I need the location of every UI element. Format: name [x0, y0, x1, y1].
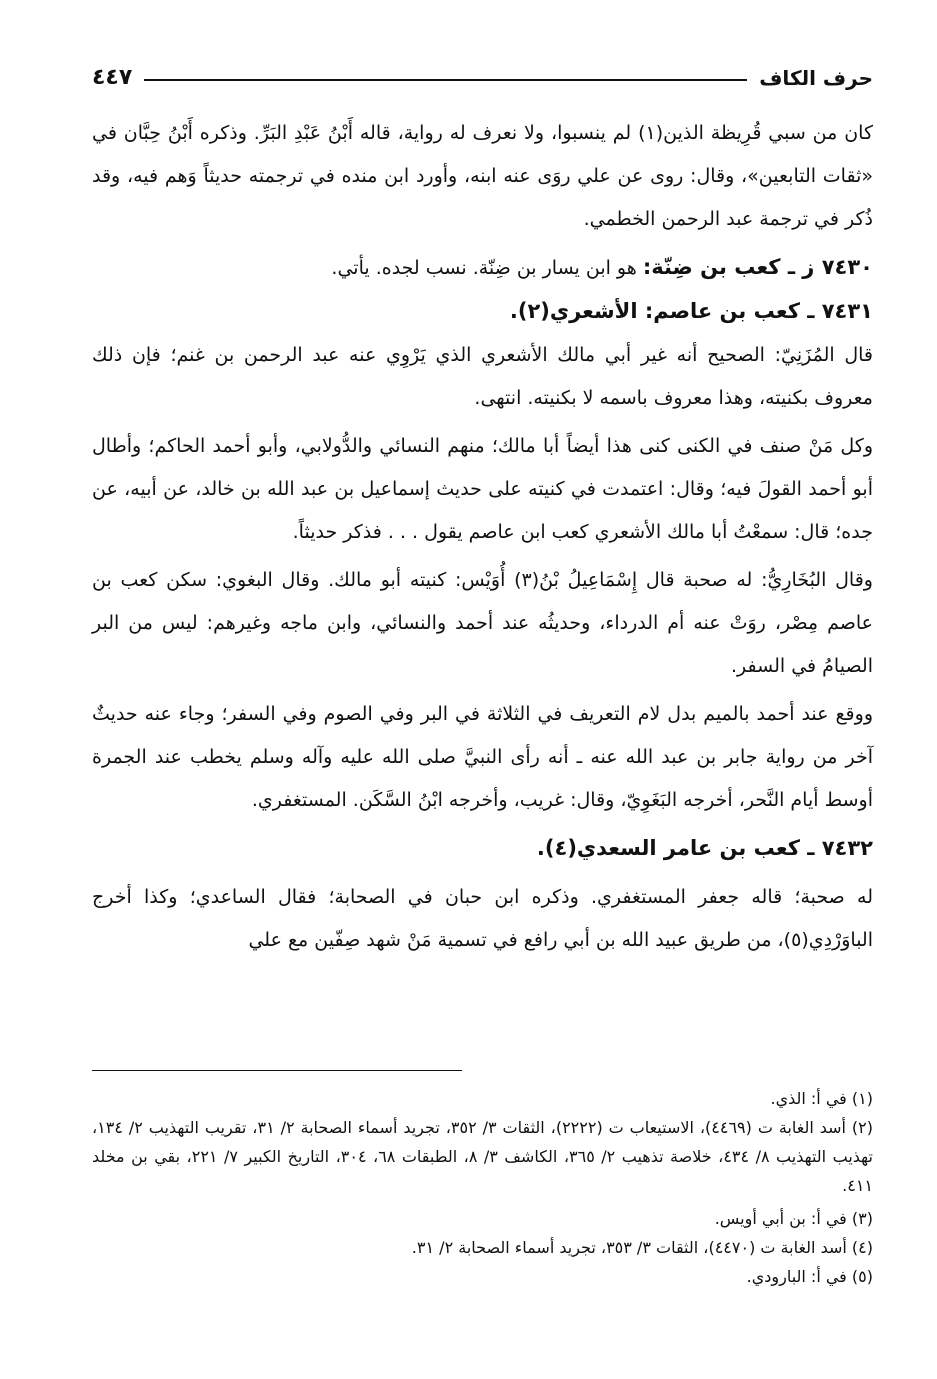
footnote-4: (٤) أسد الغابة ت (٤٤٧٠)، الثقات ٣/ ٣٥٣، تجريد أسماء الصحابة ٢/ ٣١. — [411, 1238, 873, 1257]
entry-7431-heading: ٧٤٣١ ـ كعب بن عاصم: الأشعري(٢). — [509, 299, 873, 323]
paragraph-sahaba: له صحبة؛ قاله جعفر المستغفري. وذكره ابن حبان في الصحابة؛ فقال الساعدي؛ وكذا أخرج الباوَرْدِي(٥)، من طريق عبيد الله بن أبي رافع في تسمية مَنْ شهد صِفّين مع علي — [92, 886, 873, 951]
main-text — [92, 112, 873, 962]
footnote-3: (٣) في أ: بن أبي أويس. — [714, 1209, 873, 1228]
paragraph-kuna: وكل مَنْ صنف في الكنى كنى هذا أيضاً أبا مالك؛ منهم النسائي والدُّولابي، وأبو أحمد الحاكم؛ وأطال أبو أحمد القولَ فيه؛ وقال: اعتمدت في كنيته على حديث إسماعيل بن عبد الله بن خالد، عن أبيه، عن جده؛ قال: سمعْتُ أبا مالك الأشعري كعب ابن عاصم يقول . . . فذكر حديثاً. — [92, 435, 873, 543]
paragraph-bukhari: وقال البُخَارِيُّ: له صحبة قال إِسْمَاعِيلُ بْنُ(٣) أُوَيْس: كنيته أبو مالك. وقال البغوي: سكن كعب بن عاصم مِصْر، روَتْ عنه أم الدرداء، وحديثُه عند أحمد والنسائي، وابن ماجه وغيرهم: ليس من البر الصيامُ في السفر. — [92, 569, 873, 677]
chapter-title: حرف الكاف — [759, 66, 873, 90]
paragraph-muzani: قال المُزَنِيّ: الصحيح أنه غير أبي مالك الأشعري الذي يَرْوِي عنه عبد الرحمن بن غنم؛ فإن ذلك معروف بكنيته، وهذا معروف باسمه لا بكنيته. انتهى. — [92, 344, 873, 409]
entry-7431 — [92, 290, 873, 334]
footnote-separator — [92, 1070, 462, 1071]
entry-7432 — [92, 827, 873, 871]
entry-7430 — [92, 246, 873, 290]
paragraph-intro: كان من سبي قُرِيظة الذين(١) لم ينسبوا، ولا نعرف له رواية، قاله أَبْنُ عَبْدِ البَرِّ. وذكره أَبْنُ حِبَّان في «ثقات التابعين»، وقال: روى عن علي روَى عنه ابنه، وأورد ابن منده في ترجمته حديثاً وَهم فيه، وقد ذُكر في ترجمة عبد الرحمن الخطمي. — [92, 122, 873, 230]
entry-7430-heading: ٧٤٣٠ ز ـ كعب بن ضِنّة: — [642, 255, 873, 279]
footnote-1: (١) في أ: الذي. — [770, 1089, 873, 1108]
footnotes — [92, 1084, 873, 1291]
footnote-2: (٢) أسد الغابة ت (٤٤٦٩)، الاستيعاب ت (٢٢٢٢)، الثقات ٣/ ٣٥٢، تجريد أسماء الصحابة ٢/ ٣١، تقريب التهذيب ٢/ ١٣٤، تهذيب التهذيب ٨/ ٤٣٤، خلاصة تذهيب ٢/ ٣٦٥، الكاشف ٣/ ٨، الطبقات ٦٨، ٣٠٤، التاريخ الكبير ٧/ ٢٢١، بقي بن مخلد ٤١١. — [92, 1118, 874, 1195]
running-header — [92, 56, 873, 90]
page-number: ٤٤٧ — [92, 65, 133, 90]
footnote-5: (٥) في أ: البارودي. — [746, 1267, 873, 1286]
entry-7430-text: هو ابن يسار بن ضِنّة. نسب لجده. يأتي. — [331, 257, 643, 279]
paragraph-ahmad: ووقع عند أحمد بالميم بدل لام التعريف في الثلاثة في البر وفي الصوم وفي السفر؛ وجاء عنه حديثٌ آخر من رواية جابر بن عبد الله عنه ـ أنه رأى النبيَّ صلى الله عليه وآله وسلم يخطب عند الجمرة أوسط أيام النَّحر، أخرجه البَغَوِيّ، وقال: غريب، وأخرجه ابْنُ السَّكَن. المستغفري. — [92, 703, 873, 811]
entry-7432-heading: ٧٤٣٢ ـ كعب بن عامر السعدي(٤). — [536, 836, 873, 860]
header-rule — [144, 79, 747, 81]
